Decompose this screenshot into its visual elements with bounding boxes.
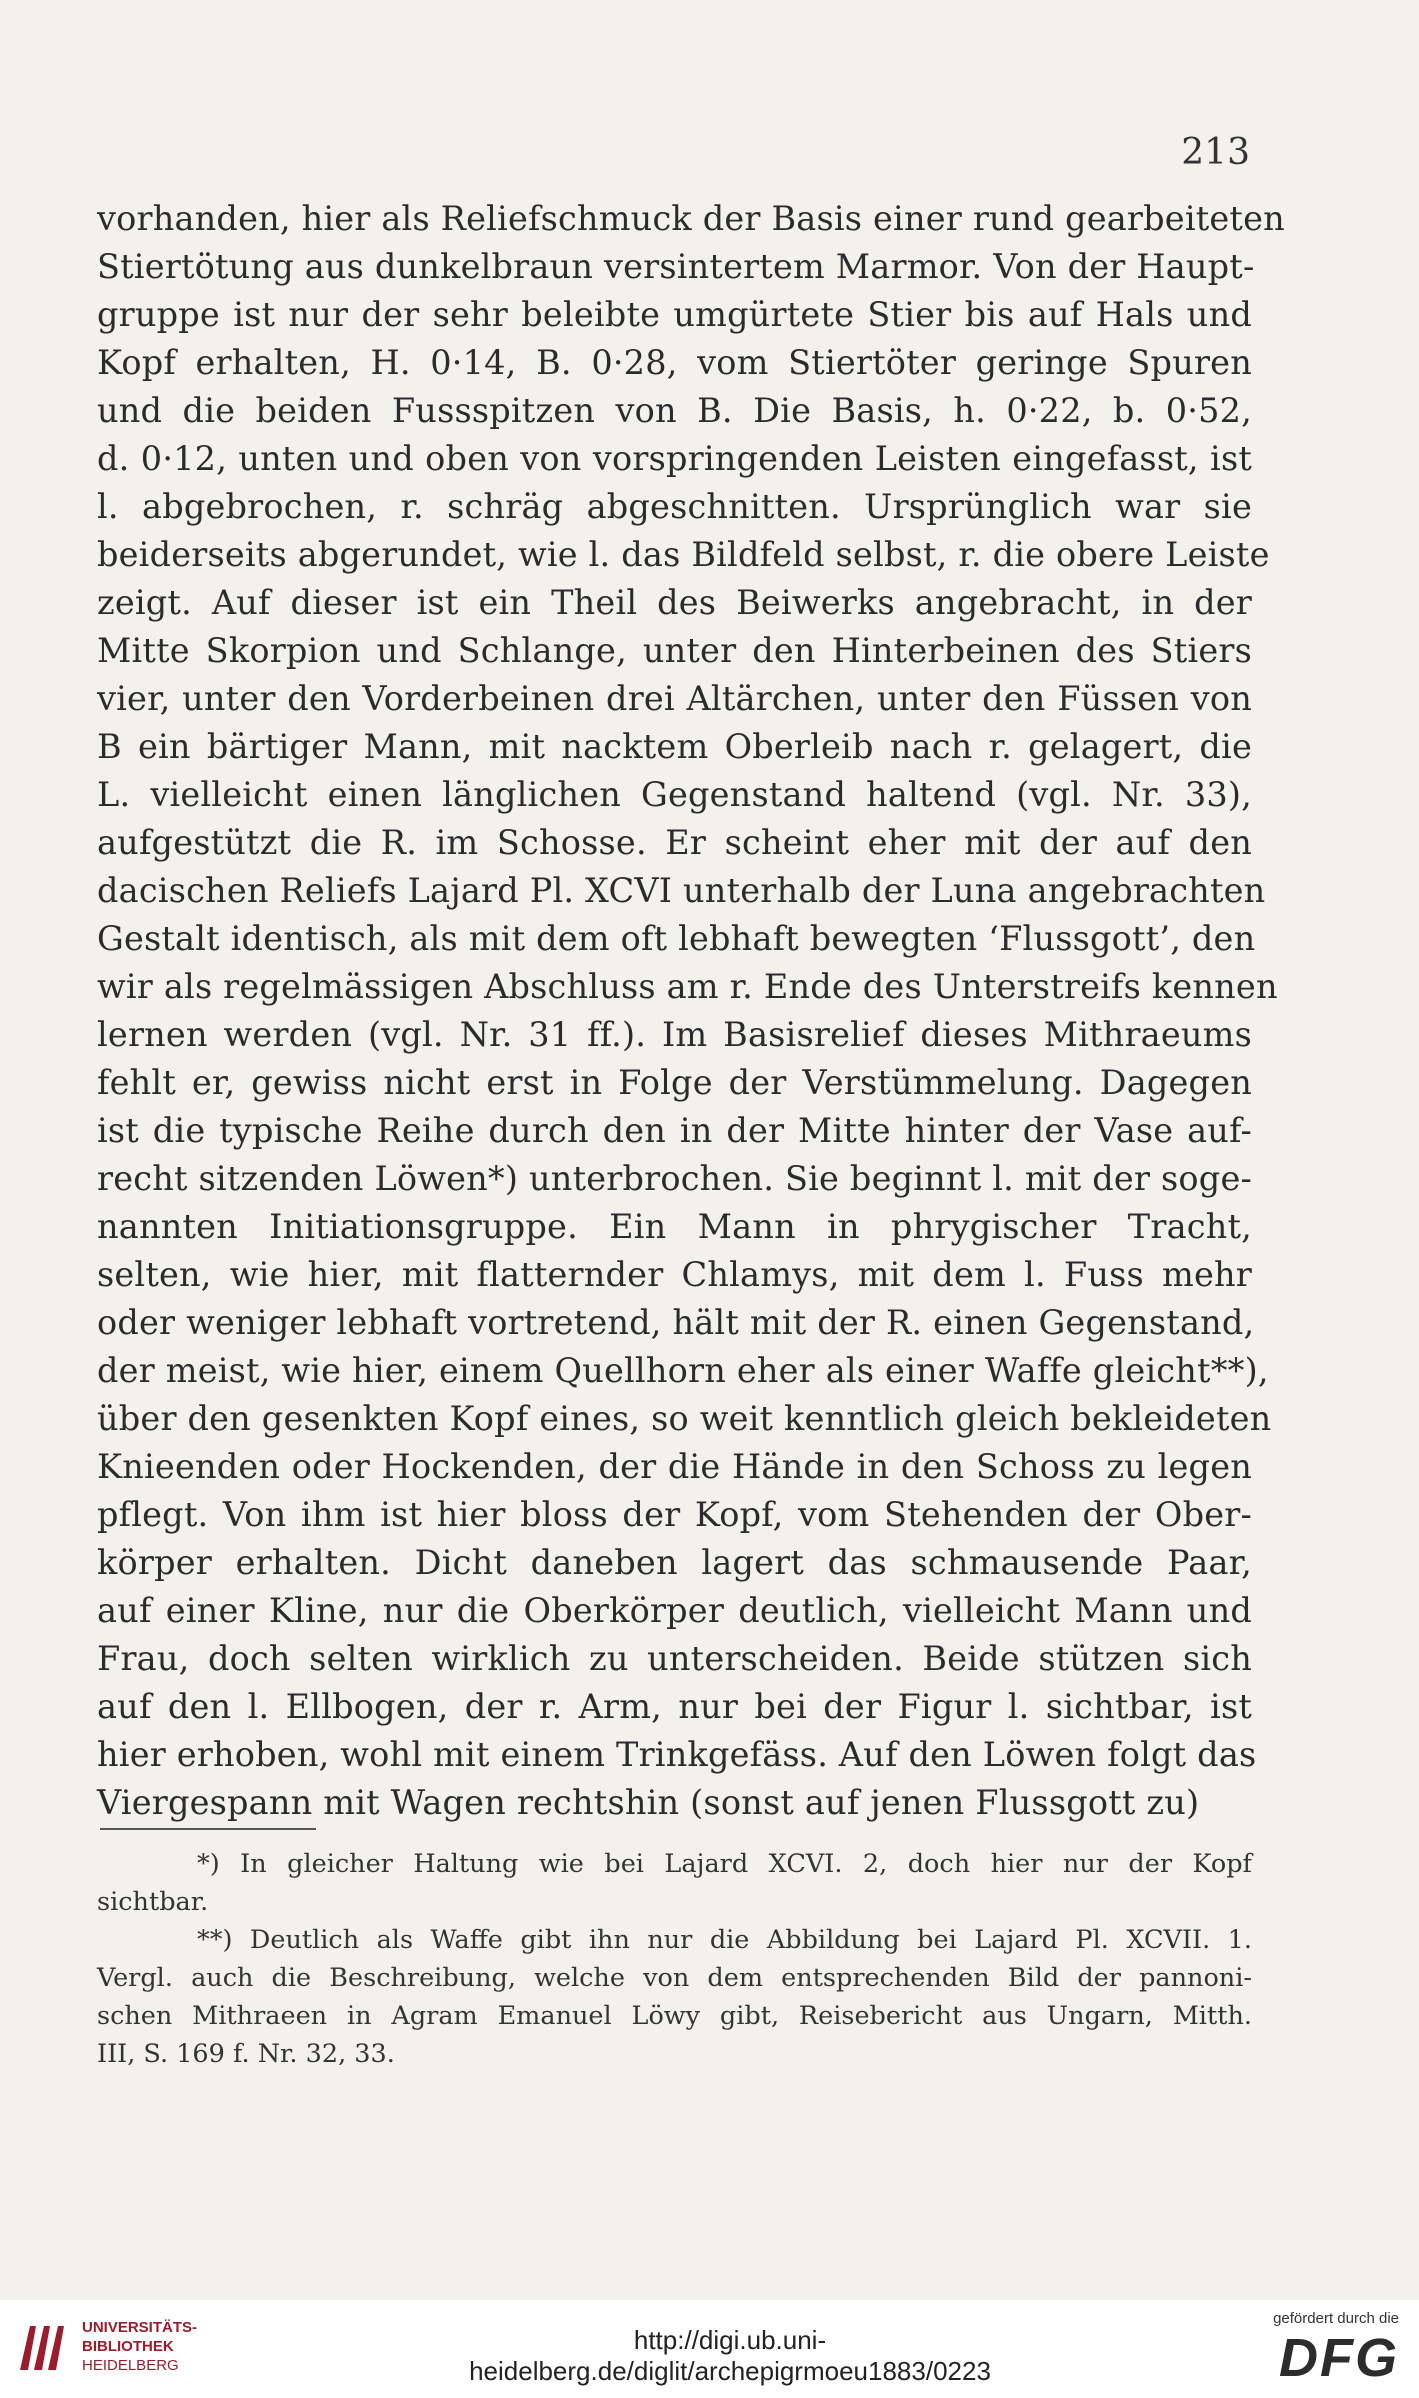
funded-by-label: gefördert durch die: [1273, 2310, 1399, 2327]
text-line: auf den l. Ellbogen, der r. Arm, nur bei der Figur l. sichtbar, ist: [97, 1687, 1252, 1726]
text-line: B ein bärtiger Mann, mit nacktem Oberleib nach r. gelagert, die: [97, 727, 1252, 766]
text-line: der meist, wie hier, einem Quellhorn eher als einer Waffe gleicht**),: [97, 1351, 1269, 1390]
footnote-line: III, S. 169 f. Nr. 32, 33.: [97, 2039, 395, 2069]
footnote-line: sichtbar.: [97, 1887, 209, 1917]
funder-block: [1249, 2310, 1399, 2389]
text-line: Frau, doch selten wirklich zu unterscheiden. Beide stützen sich: [97, 1639, 1252, 1678]
text-line: Kopf erhalten, H. 0·14, B. 0·28, vom Stiertöter geringe Spuren: [97, 343, 1252, 382]
body-text: [97, 195, 1285, 1827]
text-line: dacischen Reliefs Lajard Pl. XCVI unterhalb der Luna angebrachten: [97, 871, 1266, 910]
text-line: vier, unter den Vorderbeinen drei Altärchen, unter den Füssen von: [97, 679, 1252, 718]
text-line: ist die typische Reihe durch den in der Mitte hinter der Vase auf-: [97, 1111, 1252, 1150]
university-library-logo[interactable]: [14, 2318, 198, 2378]
library-city: HEIDELBERG: [82, 2357, 179, 2374]
text-line: auf einer Kline, nur die Oberkörper deutlich, vielleicht Mann und: [97, 1591, 1252, 1630]
text-line: recht sitzenden Löwen*) unterbrochen. Sie beginnt l. mit der soge-: [97, 1159, 1252, 1198]
footnote-line: Vergl. auch die Beschreibung, welche von dem entsprechenden Bild der pannoni-: [97, 1963, 1252, 1993]
text-line: l. abgebrochen, r. schräg abgeschnitten. Ursprünglich war sie: [97, 487, 1252, 526]
text-line: Viergespann mit Wagen rechtshin (sonst auf jenen Flussgott zu): [97, 1783, 1200, 1822]
text-line: wir als regelmässigen Abschluss am r. Ende des Unterstreifs kennen: [97, 967, 1278, 1006]
digitization-footer: [0, 2300, 1419, 2398]
footnote-line: *) In gleicher Haltung wie bei Lajard XCVI. 2, doch hier nur der Kopf: [197, 1849, 1252, 1879]
text-line: beiderseits abgerundet, wie l. das Bildfeld selbst, r. die obere Leiste: [97, 535, 1270, 574]
page-number: 213: [1181, 132, 1250, 173]
text-line: hier erhoben, wohl mit einem Trinkgefäss. Auf den Löwen folgt das: [97, 1735, 1257, 1774]
footnote-line: schen Mithraeen in Agram Emanuel Löwy gibt, Reisebericht aus Ungarn, Mitth.: [97, 2001, 1252, 2031]
dfg-logo[interactable]: DFG: [1279, 2328, 1399, 2388]
text-line: fehlt er, gewiss nicht erst in Folge der Verstümmelung. Dagegen: [97, 1063, 1252, 1102]
text-line: vorhanden, hier als Reliefschmuck der Basis einer rund gearbeiteten: [97, 199, 1285, 238]
text-line: und die beiden Fussspitzen von B. Die Basis, h. 0·22, b. 0·52,: [97, 391, 1252, 430]
text-line: pflegt. Von ihm ist hier bloss der Kopf, vom Stehenden der Ober-: [97, 1495, 1252, 1534]
library-emblem-icon: [14, 2318, 74, 2378]
text-line: L. vielleicht einen länglichen Gegenstand haltend (vgl. Nr. 33),: [97, 775, 1252, 814]
text-line: nannten Initiationsgruppe. Ein Mann in phrygischer Tracht,: [97, 1207, 1252, 1246]
text-line: Knieenden oder Hockenden, der die Hände in den Schoss zu legen: [97, 1447, 1252, 1486]
footnote-divider: [100, 1828, 316, 1830]
text-line: d. 0·12, unten und oben von vorspringenden Leisten eingefasst, ist: [97, 439, 1252, 478]
text-line: Mitte Skorpion und Schlange, unter den Hinterbeinen des Stiers: [97, 631, 1252, 670]
text-line: zeigt. Auf dieser ist ein Theil des Beiwerks angebracht, in der: [97, 583, 1252, 622]
text-line: körper erhalten. Dicht daneben lagert das schmausende Paar,: [97, 1543, 1252, 1582]
source-url-link[interactable]: http://digi.ub.uni-heidelberg.de/diglit/archepigrmoeu1883/0223: [469, 2325, 991, 2386]
text-line: aufgestützt die R. im Schosse. Er scheint eher mit der auf den: [97, 823, 1252, 862]
text-line: lernen werden (vgl. Nr. 31 ff.). Im Basisrelief dieses Mithraeums: [97, 1015, 1252, 1054]
footnote-line: **) Deutlich als Waffe gibt ihn nur die Abbildung bei Lajard Pl. XCVII. 1.: [197, 1925, 1252, 1955]
text-line: Stiertötung aus dunkelbraun versintertem Marmor. Von der Haupt-: [97, 247, 1255, 286]
text-line: selten, wie hier, mit flatternder Chlamys, mit dem l. Fuss mehr: [97, 1255, 1252, 1294]
text-line: gruppe ist nur der sehr beleibte umgürtete Stier bis auf Hals und: [97, 295, 1252, 334]
text-line: oder weniger lebhaft vortretend, hält mit der R. einen Gegenstand,: [97, 1303, 1255, 1342]
library-name-line: BIBLIOTHEK: [82, 2338, 174, 2355]
text-line: Gestalt identisch, als mit dem oft lebhaft bewegten ‘Flussgott’, den: [97, 919, 1256, 958]
footnotes: [97, 1845, 1252, 2073]
library-name-line: UNIVERSITÄTS-: [82, 2319, 198, 2336]
text-line: über den gesenkten Kopf eines, so weit kenntlich gleich bekleideten: [97, 1399, 1272, 1438]
